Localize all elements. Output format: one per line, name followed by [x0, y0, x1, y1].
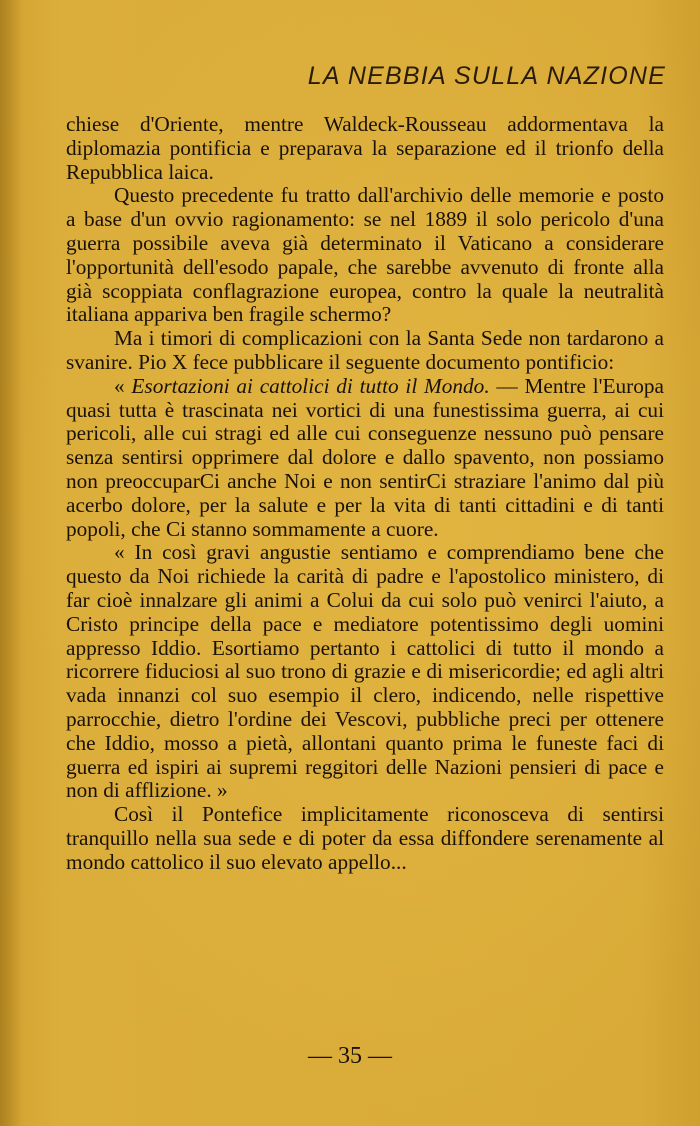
paragraph-precedente: Questo precedente fu tratto dall'archivio delle memorie e posto a base d'un ovvio ragionamento: se nel 1889 il solo pericolo d'una guerra possibile aveva già determinato il Vaticano a considerare l'opportunità dell'esodo papale, che sarebbe avvenuto di fronte alla già scoppiata conflagrazione europea, contro la quale la neutralità italiana appariva ben fragile schermo? — [66, 183, 664, 327]
paragraph-timori: Ma i timori di complicazioni con la Santa Sede non tardarono a svanire. Pio X fece pubblicare il seguente documento pontificio: — [66, 326, 664, 374]
page-number: — 35 — — [308, 1043, 392, 1069]
paragraph-pontefice: Così il Pontefice implicitamente riconosceva di sentirsi tranquillo nella sua sede e di poter da essa diffondere serenamente al mondo cattolico il suo elevato appello... — [66, 802, 664, 874]
paragraph-esortazioni — [66, 375, 664, 542]
document-text: — Mentre l'Europa quasi tutta è trascinata nei vortici di una funestissima guerra, ai cui pericoli, alle cui stragi ed alle cui conseguenze nessuno può pensare senza sentirsi opprimere dal dolore e dallo spavento, non possiamo non preoccuparCi anche Noi e non sentirCi straziare l'animo dal più acerbo dolore, per la salute e per la vita di tanti cittadini e di tanti popoli, che Ci stanno sommamente a cuore. — [66, 373, 665, 541]
paragraph-angustie: « In così gravi angustie sentiamo e comprendiamo bene che questo da Noi richiede la carità di padre e l'apostolico ministero, di far cioè innalzare gli animi a Colui da cui solo può venirci l'aiuto, a Cristo principe della pace e mediatore potentissimo degli uomini appresso Iddio. Esortiamo pertanto i cattolici di tutto il mondo a ricorrere fiduciosi al suo trono di grazie e di misericordie; ed agli altri vada innanzi col suo esempio il clero, indicendo, nelle rispettive parrocchie, dietro l'ordine dei Vescovi, pubbliche preci per ottenere che Iddio, mosso a pietà, allontani quanto prima le funeste faci di guerra ed ispiri ai supremi reggitori delle Nazioni pensieri di pace e non di afflizione. » — [66, 540, 664, 803]
running-head: LA NEBBIA SULLA NAZIONE — [307, 62, 666, 90]
document-title: Esortazioni ai cattolici di tutto il Mondo. — [131, 373, 490, 398]
paragraph-continuation: chiese d'Oriente, mentre Waldeck-Rousseau addormentava la diplomazia pontificia e preparava la separazione ed il trionfo della Repubblica laica. — [66, 112, 664, 184]
spine-shadow — [0, 0, 22, 1126]
body-text — [66, 113, 664, 875]
quote-open-mark: « — [114, 373, 132, 398]
